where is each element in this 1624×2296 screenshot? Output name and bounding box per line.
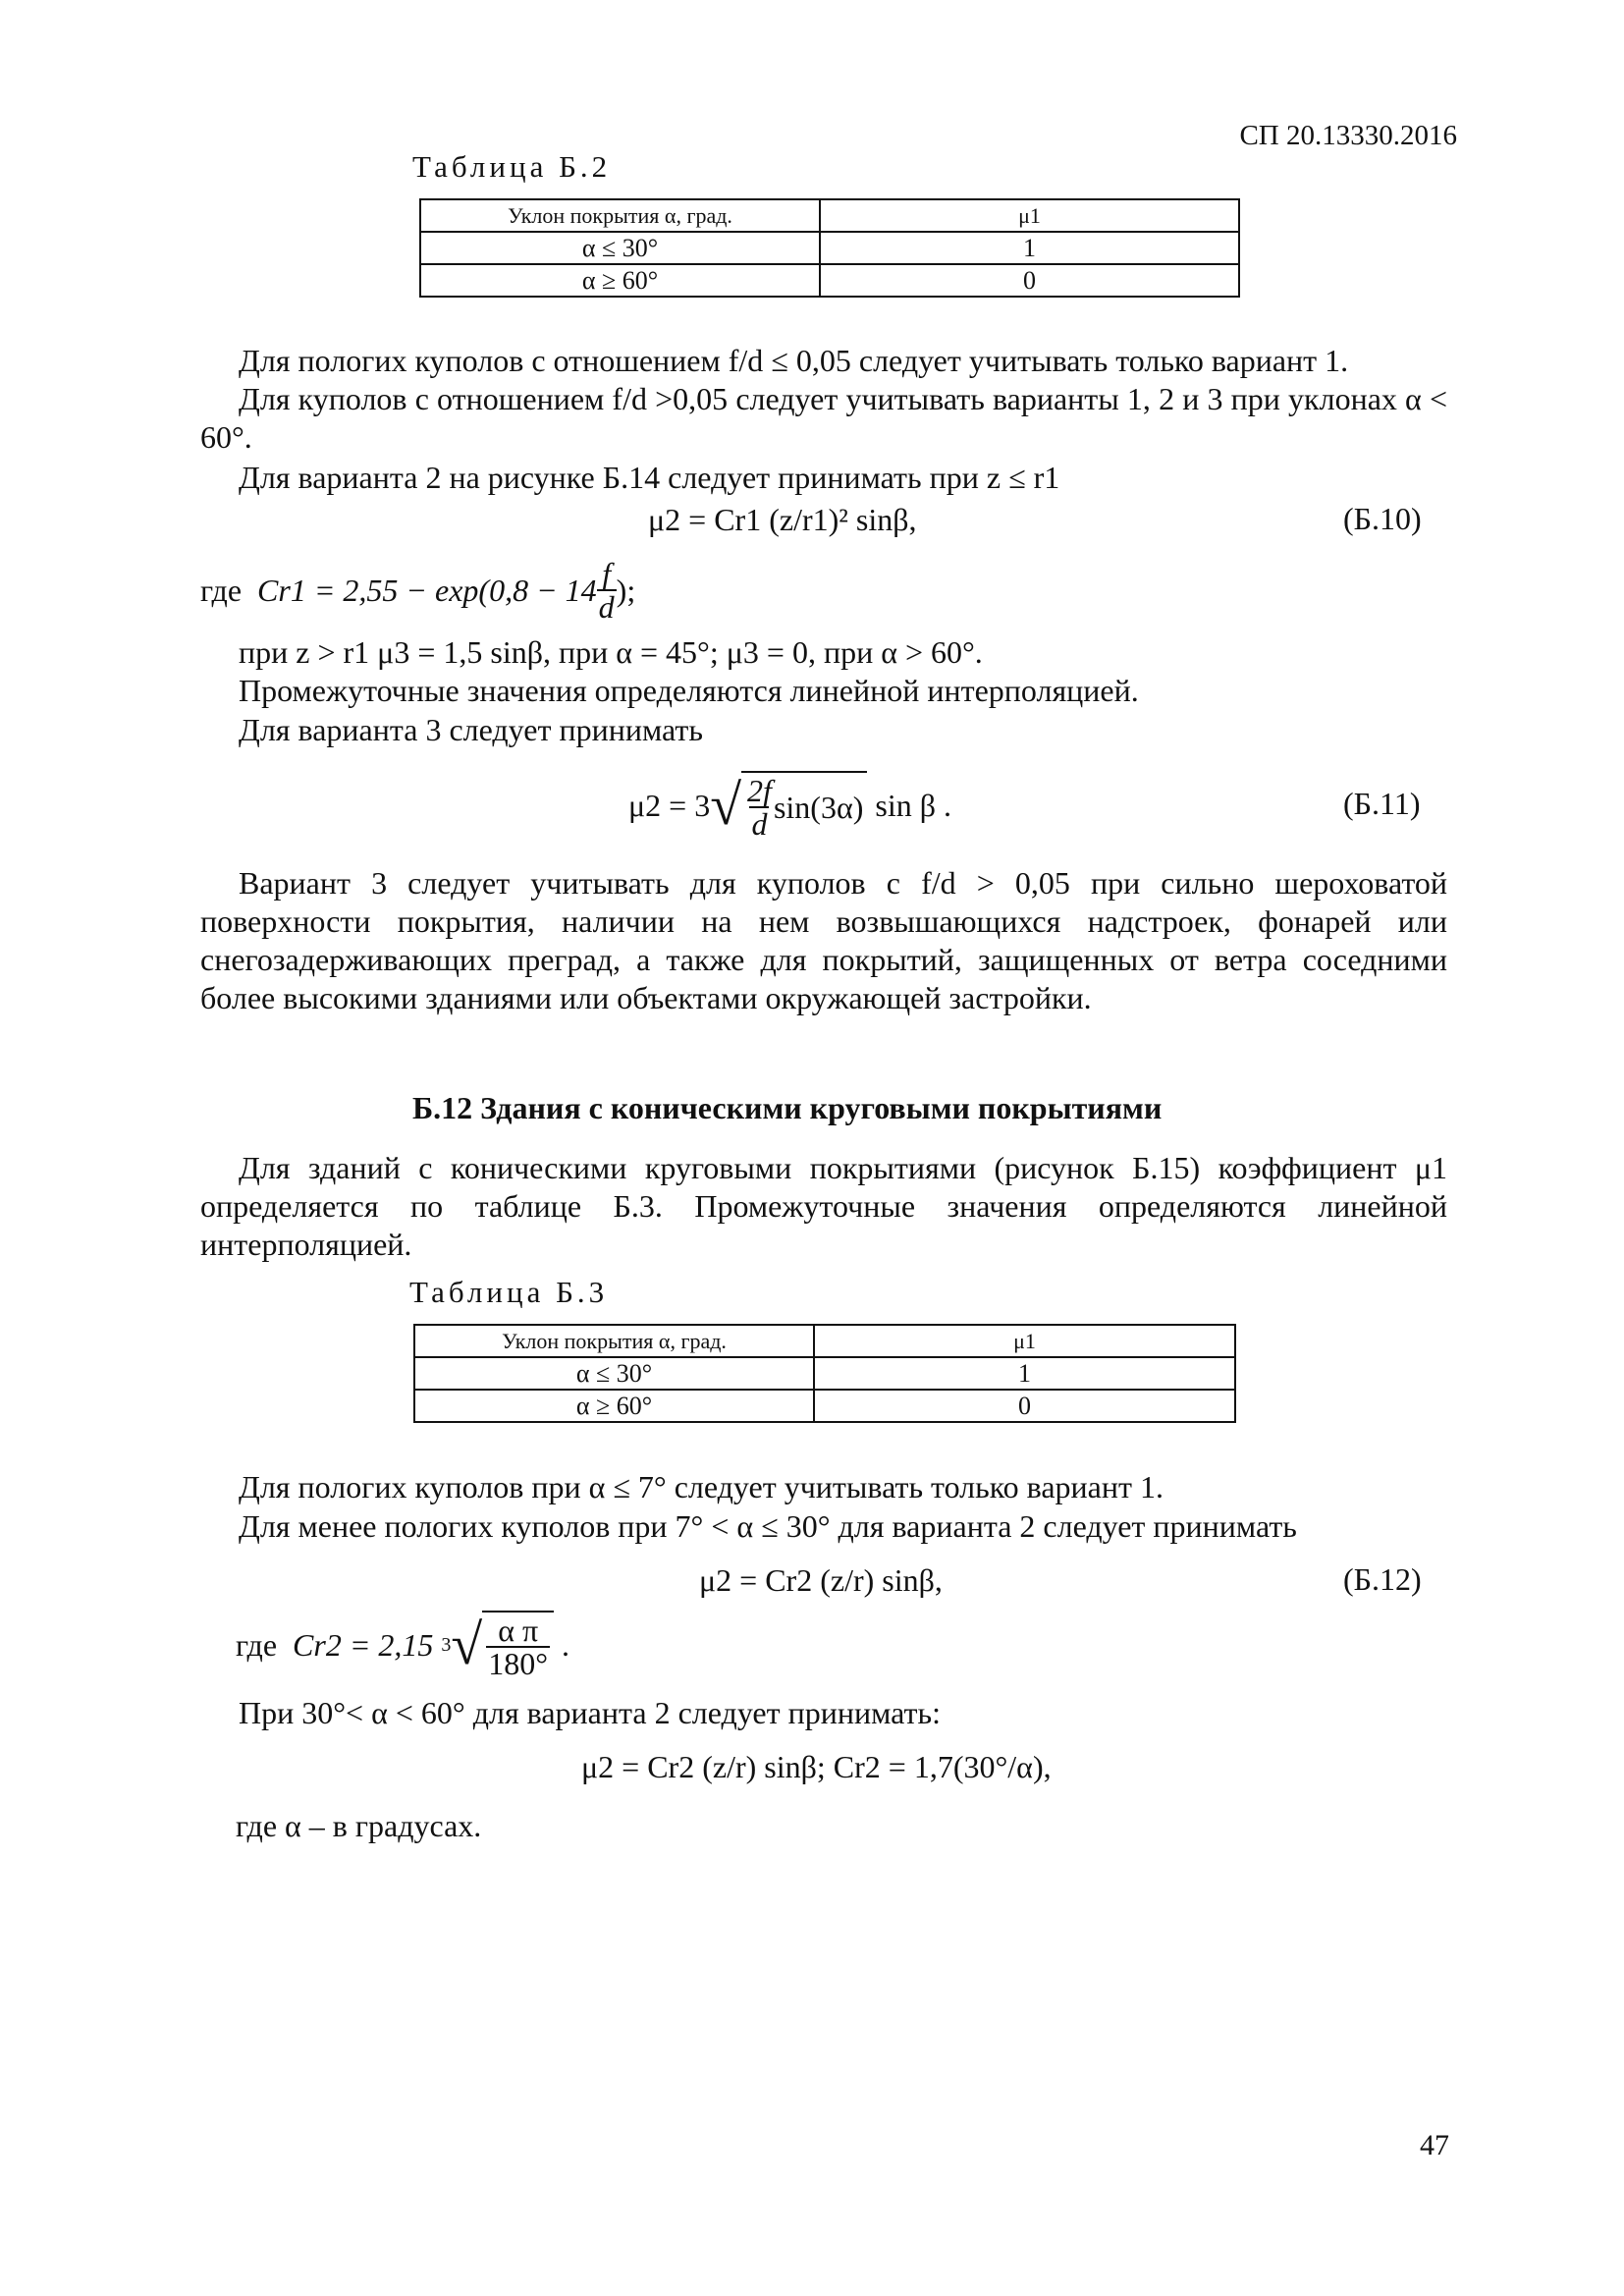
table-b3-cell: α ≤ 30° [414,1357,814,1390]
paragraph-dome-variants: Для куполов с отношением f/d >0,05 следует учитывать варианты 1, 2 и 3 при уклонах α < 60°. [200,381,1447,455]
equation-b12-where [236,1611,569,1679]
paragraph-variant3-intro: Для варианта 3 следует принимать [239,712,703,747]
paragraph-variant2-intro: Для варианта 2 на рисунке Б.14 следует принимать при z ≤ r1 [239,460,1060,495]
table-b3-cell: 0 [814,1390,1235,1422]
b11-lhs: μ2 = 3 [628,787,711,823]
equation-b10-number: (Б.10) [1343,501,1422,536]
equation-b11 [628,771,951,840]
table-row [420,264,1239,297]
table-b2-col2-header: μ1 [820,199,1239,232]
sqrt-icon: √ [710,773,742,837]
section-title: Б.12 Здания с коническими круговыми покрытиями [412,1090,1163,1125]
table-b3-caption: Таблица Б.3 [409,1275,609,1309]
document-code: СП 20.13330.2016 [1239,120,1457,151]
paragraph-conical-roofs: Для зданий с коническими круговыми покрытиями (рисунок Б.15) коэффициент μ1 определяется по таблице Б.3. Промежуточные значения определяются линейной интерполяцией. [200,1150,1447,1262]
table-b3-col2-header: μ1 [814,1325,1235,1357]
where-prefix: где [200,572,243,608]
fraction-numerator: 2f [747,773,772,808]
paragraph-variant3-conditions: Вариант 3 следует учитывать для куполов с f/d > 0,05 при сильно шероховатой поверхности покрытия, наличии на нем возвышающихся надстроек, фонарей или снегозадерживающих преград, а также для покрытий, защищенных от ветра соседними более высокими зданиями или объектами окружающей застройки. [200,865,1447,1015]
root-index: 3 [441,1633,452,1656]
table-b2-cell: α ≤ 30° [420,232,820,264]
table-b3-cell: 1 [814,1357,1235,1390]
table-b3 [413,1324,1236,1423]
table-b3-col1-header: Уклон покрытия α, град. [414,1325,814,1357]
equation-cr2: μ2 = Cr2 (z/r) sinβ; Cr2 = 1,7(30°/α), [581,1749,1052,1784]
table-b2-cell: α ≥ 60° [420,264,820,297]
equation-b10-where [200,558,635,623]
paragraph-mu3: при z > r1 μ3 = 1,5 sinβ, при α = 45°; μ3 = 0, при α > 60°. [239,634,983,670]
b11-rad-rest: sin(3α) [773,789,864,825]
table-b2 [419,198,1240,298]
paragraph-flat-domes-7deg: Для пологих куполов при α ≤ 7° следует учитывать только вариант 1. [239,1469,1164,1504]
equation-b11-number: (Б.11) [1343,786,1421,821]
table-b2-col1-header: Уклон покрытия α, град. [420,199,820,232]
b11-tail: sin β . [875,787,951,823]
table-row [414,1390,1235,1422]
fraction-alpha-pi-over-180 [486,1614,550,1679]
equation-b12-number: (Б.12) [1343,1561,1422,1597]
table-b2-cell: 0 [820,264,1239,297]
equation-b10: μ2 = Cr1 (z/r1)² sinβ, [648,502,917,537]
fraction-2f-over-d [745,775,774,840]
equation-b12: μ2 = Cr2 (z/r) sinβ, [699,1562,943,1598]
table-row [414,1357,1235,1390]
where-suffix: ); [616,572,636,608]
where-formula: Cr1 = 2,55 − exp(0,8 − 14 [257,572,597,608]
paragraph-30-60: При 30°< α < 60° для варианта 2 следует принимать: [239,1695,941,1730]
where-prefix: где [236,1626,278,1663]
page-number: 47 [1420,2129,1449,2161]
paragraph-less-flat-domes: Для менее пологих куполов при 7° < α ≤ 30° для варианта 2 следует принимать [239,1508,1297,1544]
fraction-f-over-d [597,558,617,623]
where-suffix: . [562,1626,570,1663]
paragraph-flat-domes: Для пологих куполов с отношением f/d ≤ 0,05 следует учитывать только вариант 1. [239,343,1349,378]
paragraph-degrees-note: где α – в градусах. [236,1808,482,1843]
table-b2-cell: 1 [820,232,1239,264]
fraction-denominator: d [751,806,768,842]
where-lhs: Cr2 = 2,15 [293,1626,434,1663]
fraction-denominator: d [598,589,615,625]
fraction-numerator: α π [498,1613,539,1648]
table-b2-caption: Таблица Б.2 [412,149,612,184]
fraction-numerator: f [602,556,612,591]
b11-radicand [741,771,867,840]
table-row [420,232,1239,264]
fraction-denominator: 180° [488,1646,549,1681]
cube-root-icon: √ [451,1613,483,1676]
paragraph-interpolation: Промежуточные значения определяются линейной интерполяцией. [239,673,1139,708]
b12-radicand [482,1611,554,1679]
table-b3-cell: α ≥ 60° [414,1390,814,1422]
